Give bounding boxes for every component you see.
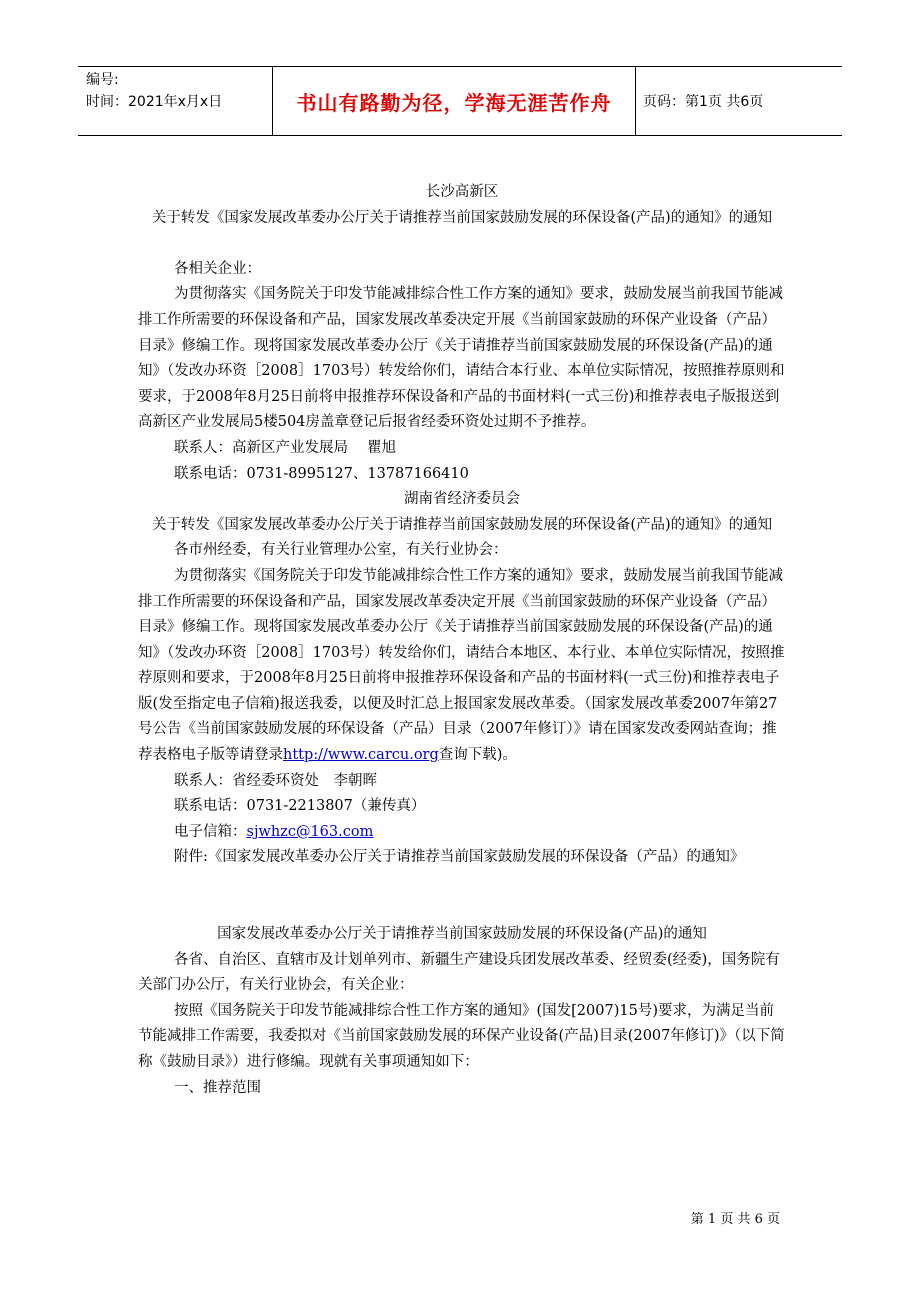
section2-phone: 联系电话：0731-2213807（兼传真）	[174, 798, 426, 815]
email-label: 电子信箱：	[174, 823, 247, 840]
section2-attachment: 附件:《国家发展改革委办公厅关于请推荐当前国家鼓励发展的环保设备（产品）的通知》	[174, 849, 745, 866]
section2-body-end: 查询下载)。	[438, 747, 517, 764]
section2-salutation: 各市州经委，有关行业管理办公室，有关行业协会：	[174, 542, 508, 559]
header-page-number: 页码：第1页 共6页	[643, 94, 764, 110]
section2-email	[138, 820, 786, 846]
carcu-link[interactable]: http://www.carcu.org	[283, 747, 439, 764]
section3-title: 国家发展改革委办公厅关于请推荐当前国家鼓励发展的环保设备(产品)的通知	[217, 926, 707, 943]
section2-body	[138, 564, 786, 769]
section2-title: 湖南省经济委员会	[404, 491, 520, 508]
section1-contact: 联系人：高新区产业发展局 瞿旭	[174, 439, 397, 456]
section1-title: 长沙高新区	[425, 184, 499, 200]
section3-item1: 一、推荐范围	[174, 1079, 261, 1096]
document-time-label: 时间：2021年x月x日	[86, 94, 223, 110]
section1-salutation: 各相关企业：	[174, 260, 261, 277]
header-meta	[78, 67, 272, 135]
section2-contact: 联系人：省经委环资处 李朝晖	[174, 772, 377, 789]
document-body	[138, 180, 786, 1101]
section3-body: 按照《国务院关于印发节能减排综合性工作方案的通知》(国发[2007)15号)要求，为满足当前节能减排工作需要，我委拟对《当前国家鼓励发展的环保产业设备(产品)目录(2007年修订)》（以下简称《鼓励目录》）进行修编。现就有关事项通知如下：	[138, 1002, 785, 1070]
document-number-label: 编号:	[86, 72, 119, 88]
section2-body-text: 为贯彻落实《国务院关于印发节能减排综合性工作方案的通知》要求，鼓励发展当前我国节能减排工作所需要的环保设备和产品，国家发展改革委决定开展《当前国家鼓励的环保产业设备（产品）目录》修编工作。现将国家发展改革委办公厅《关于请推荐当前国家鼓励发展的环保设备(产品)的通知》（发改办环资［2008］1703号）转发给你们，请结合本地区、本行业、本单位实际情况，按照推荐原则和要求，于2008年8月25日前将申报推荐环保设备和产品的书面材料(一式三份)和推荐表电子版(发至指定电子信箱)报送我委，以便及时汇总上报国家发展改革委。（国家发展改革委2007年第27号公告《当前国家鼓励发展的环保设备（产品）目录（2007年修订）》请在国家发改委网站查询；推荐表格电子版等请登录	[138, 567, 785, 764]
header-motto: 书山有路勤为径，学海无涯苦作舟	[296, 90, 612, 115]
page-footer: 第 1 页 共 6 页	[690, 1212, 780, 1227]
header-motto-cell	[272, 67, 636, 135]
email-link[interactable]: sjwhzc@163.com	[246, 823, 374, 840]
section3-salutation: 各省、自治区、直辖市及计划单列市、新疆生产建设兵团发展改革委、经贸委(经委)，国务院有关部门办公厅，有关行业协会，有关企业：	[138, 951, 780, 994]
section1-phone: 联系电话：0731-8995127、13787166410	[174, 465, 469, 482]
section1-subtitle: 关于转发《国家发展改革委办公厅关于请推荐当前国家鼓励发展的环保设备(产品)的通知》的通知	[151, 209, 773, 226]
section2-subtitle: 关于转发《国家发展改革委办公厅关于请推荐当前国家鼓励发展的环保设备(产品)的通知》的通知	[151, 516, 773, 533]
page-header	[78, 66, 842, 136]
section1-body: 为贯彻落实《国务院关于印发节能减排综合性工作方案的通知》要求，鼓励发展当前我国节能减排工作所需要的环保设备和产品，国家发展改革委决定开展《当前国家鼓励的环保产业设备（产品）目录》修编工作。现将国家发展改革委办公厅《关于请推荐当前国家鼓励发展的环保设备(产品)的通知》（发改办环资［2008］1703号）转发给你们，请结合本行业、本单位实际情况，按照推荐原则和要求，于2008年8月25日前将申报推荐环保设备和产品的书面材料(一式三份)和推荐表电子版报送到高新区产业发展局5楼504房盖章登记后报省经委环资处过期不予推荐。	[138, 286, 785, 431]
